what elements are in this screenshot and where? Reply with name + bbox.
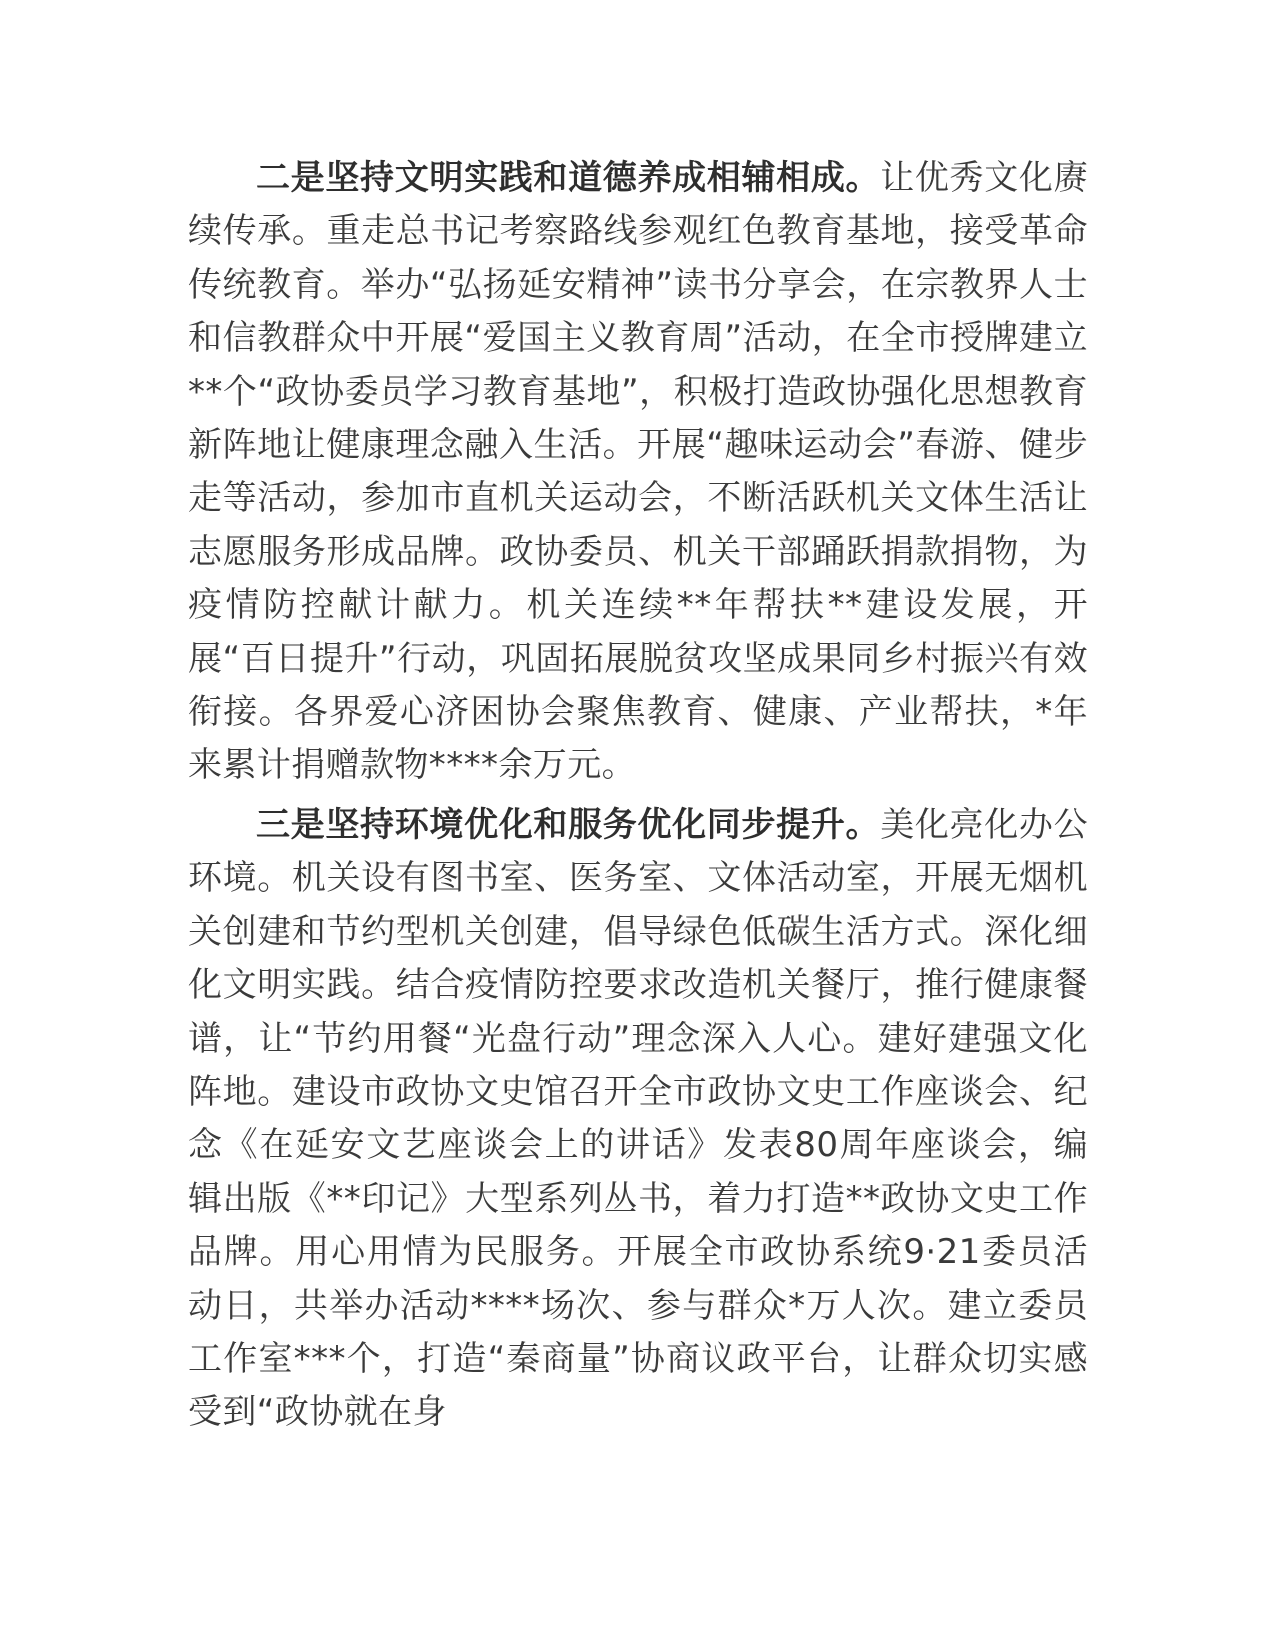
- paragraph-civilization-practice: [188, 152, 1088, 793]
- paragraph-lead-heading: 二是坚持文明实践和道德养成相辅相成。: [256, 158, 881, 198]
- paragraph-body-text: 让优秀文化赓续传承。重走总书记考察路线参观红色教育基地，接受革命传统教育。举办“弘扬延安精神”读书分享会，在宗教界人士和信教群众中开展“爱国主义教育周”活动，在全市授牌建立**个“政协委员学习教育基地”，积极打造政协强化思想教育新阵地让健康理念融入生活。开展“趣味运动会”春游、健步走等活动，参加市直机关运动会，不断活跃机关文体生活让志愿服务形成品牌。政协委员、机关干部踊跃捐款捐物，为疫情防控献计献力。机关连续**年帮扶**建设发展，开展“百日提升”行动，巩固拓展脱贫攻坚成果同乡村振兴有效衔接。各界爱心济困协会聚焦教育、健康、产业帮扶，*年来累计捐赠款物****余万元。: [188, 158, 1088, 786]
- paragraph-lead-heading: 三是坚持环境优化和服务优化同步提升。: [256, 804, 881, 845]
- document-body: [188, 152, 1088, 1446]
- paragraph-body-text: 美化亮化办公环境。机关设有图书室、医务室、文体活动室，开展无烟机关创建和节约型机关创建，倡导绿色低碳生活方式。深化细化文明实践。结合疫情防控要求改造机关餐厅，推行健康餐谱，让“节约用餐“光盘行动”理念深入人心。建好建强文化阵地。建设市政协文史馆召开全市政协文史工作座谈会、纪念《在延安文艺座谈会上的讲话》发表80周年座谈会，编辑出版《**印记》大型系列丛书，着力打造**政协文史工作品牌。用心用情为民服务。开展全市政协系统9·21委员活动日，共举办活动****场次、参与群众*万人次。建立委员工作室***个，打造“秦商量”协商议政平台，让群众切实感受到“政协就在身: [188, 804, 1088, 1433]
- paragraph-environment-service: [188, 799, 1088, 1440]
